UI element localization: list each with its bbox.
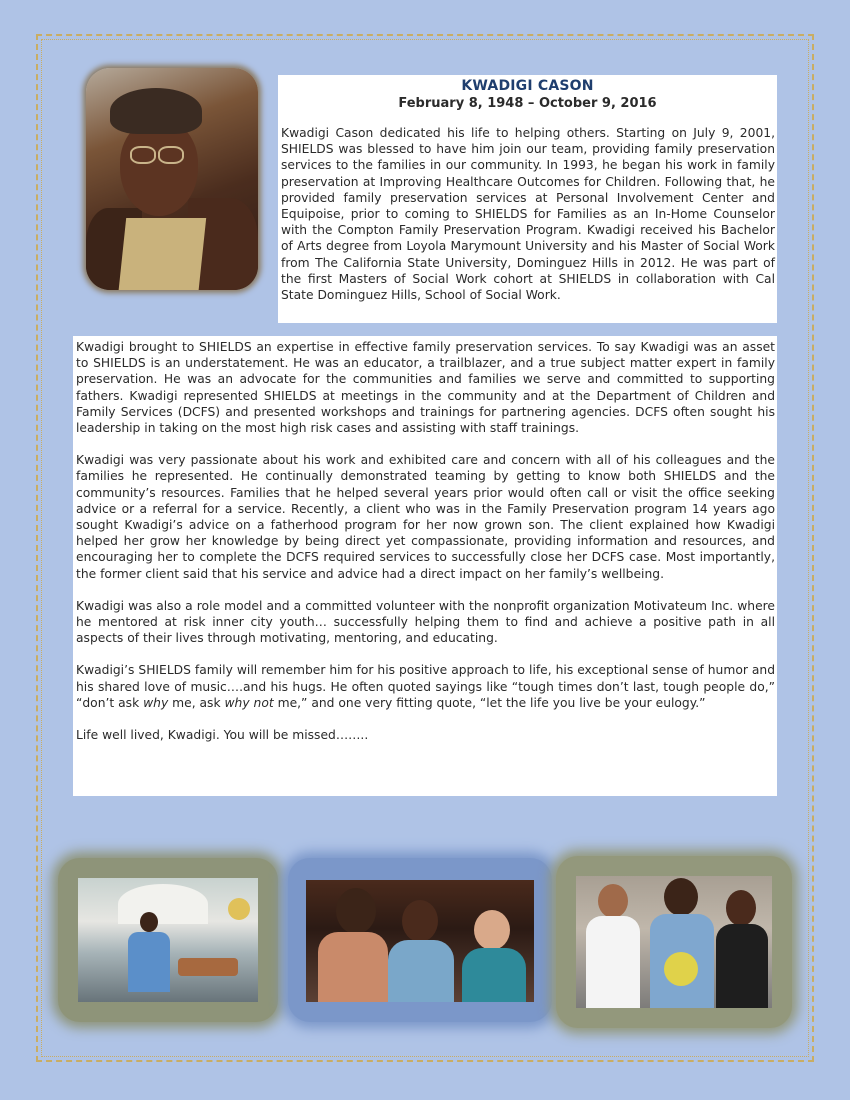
food-table — [178, 958, 238, 976]
person-center-head — [402, 900, 438, 942]
person-left-shirt — [586, 916, 640, 1008]
person-head — [140, 912, 158, 932]
person-right-dress — [716, 924, 768, 1008]
paragraph-passion: Kwadigi was very passionate about his work and exhibited care and concern with all of his colleagues and the families he represented. He continually demonstrated teaming by getting to know both SHIELDS and the community’s resources. Families that he helped several years prior would often call or visit the office seeking advice or a referral for a service. Recently, a client who was in the Family Preservation program 14 years ago sought Kwadigi’s advice on a fatherhood program for her now grown son. The client explained how Kwadigi helped her grow her knowledge by being direct yet compassionate, providing information and resources, and encouraging her to complete the DCFS required services to successfully close her DCFS case. Most importantly, the former client said that his service and advice had a direct impact on her family’s wellbeing. — [76, 453, 775, 581]
memorial-name: KWADIGI CASON — [461, 78, 594, 94]
portrait-face — [120, 120, 198, 216]
person-right-head — [726, 890, 756, 926]
person-left-head — [336, 888, 376, 934]
portrait-glasses-left — [130, 146, 156, 164]
quote-part-2: me, ask — [168, 695, 225, 710]
person-shirt — [128, 932, 170, 992]
event-photo-group — [288, 858, 552, 1022]
portrait-hat — [110, 88, 202, 134]
quote-part-3: me,” and one very fitting quote, “let the life you live be your eulogy.” — [273, 695, 706, 710]
paragraph-expertise: Kwadigi brought to SHIELDS an expertise in effective family preservation services. To say Kwadigi was an asset to SHIELDS is an understatement. He was an educator, a trailblazer, and a true subject matter expert in family preservation. He was an advocate for the communities and families we serve and committed to supporting fathers. Kwadigi represented SHIELDS at meetings in the community and at the Department of Children and Family Services (DCFS) and presented workshops and trainings for partnering agencies. DCFS often sought his leadership in taking on the most high risk cases and assisting with staff trainings. — [76, 340, 775, 436]
person-right-shirt — [462, 948, 526, 1002]
event-photo-outdoor — [58, 858, 278, 1022]
intro-paragraph: Kwadigi Cason dedicated his life to helping others. Starting on July 9, 2001, SHIELDS was blessed to have him join our team, providing family preservation services to the families in our community. In 1993, he began his work in family preservation at Improving Healthcare Outcomes for Children. Following that, he provided family preservation services at Personal Involvement Center and Equipoise, prior to coming to SHIELDS for Families as an In-Home Counselor with the Compton Family Preservation Program. Kwadigi received his Bachelor of Arts degree from Loyola Marymount University and his Master of Social Work from The California State University, Dominguez Hills in 2012. He was part of the first Masters of Social Work cohort at SHIELDS in collaboration with Cal State Dominguez Hills, School of Social Work. — [281, 126, 775, 303]
paragraph-role-model: Kwadigi was also a role model and a committed volunteer with the nonprofit organization Motivateum Inc. where he mentored at risk inner city youth… successfully helping them to find and achieve a positive path in all aspects of their lives through motivating, mentoring, and educating. — [76, 598, 775, 646]
event-photo-award — [556, 856, 792, 1028]
person-center-lei — [388, 940, 454, 1002]
closing-line: Life well lived, Kwadigi. You will be missed…….. — [76, 728, 369, 743]
portrait-shirt — [118, 218, 206, 290]
person-center-head — [664, 878, 698, 916]
flower-bouquet — [664, 952, 698, 986]
person-left-head — [598, 884, 628, 918]
canopy-shape — [118, 884, 208, 924]
quote-emphasis-why: why — [143, 695, 169, 710]
paragraph-remembrance — [76, 662, 775, 711]
memorial-dates: February 8, 1948 – October 9, 2016 — [398, 96, 657, 111]
person-right-head — [474, 910, 510, 950]
tribute-body — [73, 336, 777, 796]
balloons — [228, 898, 250, 920]
portrait-glasses-right — [158, 146, 184, 164]
quote-emphasis-why-not: why not — [224, 695, 274, 710]
portrait-photo — [86, 68, 258, 290]
header-intro-box — [278, 75, 777, 323]
person-left-shirt — [318, 932, 388, 1002]
quote-part-1: Kwadigi’s SHIELDS family will remember him for his positive approach to life, his exceptional sense of humor and his shared love of music….and his hugs. He often quoted sayings like “tough times don’t last, tough people do,” “don’t ask — [76, 663, 775, 710]
